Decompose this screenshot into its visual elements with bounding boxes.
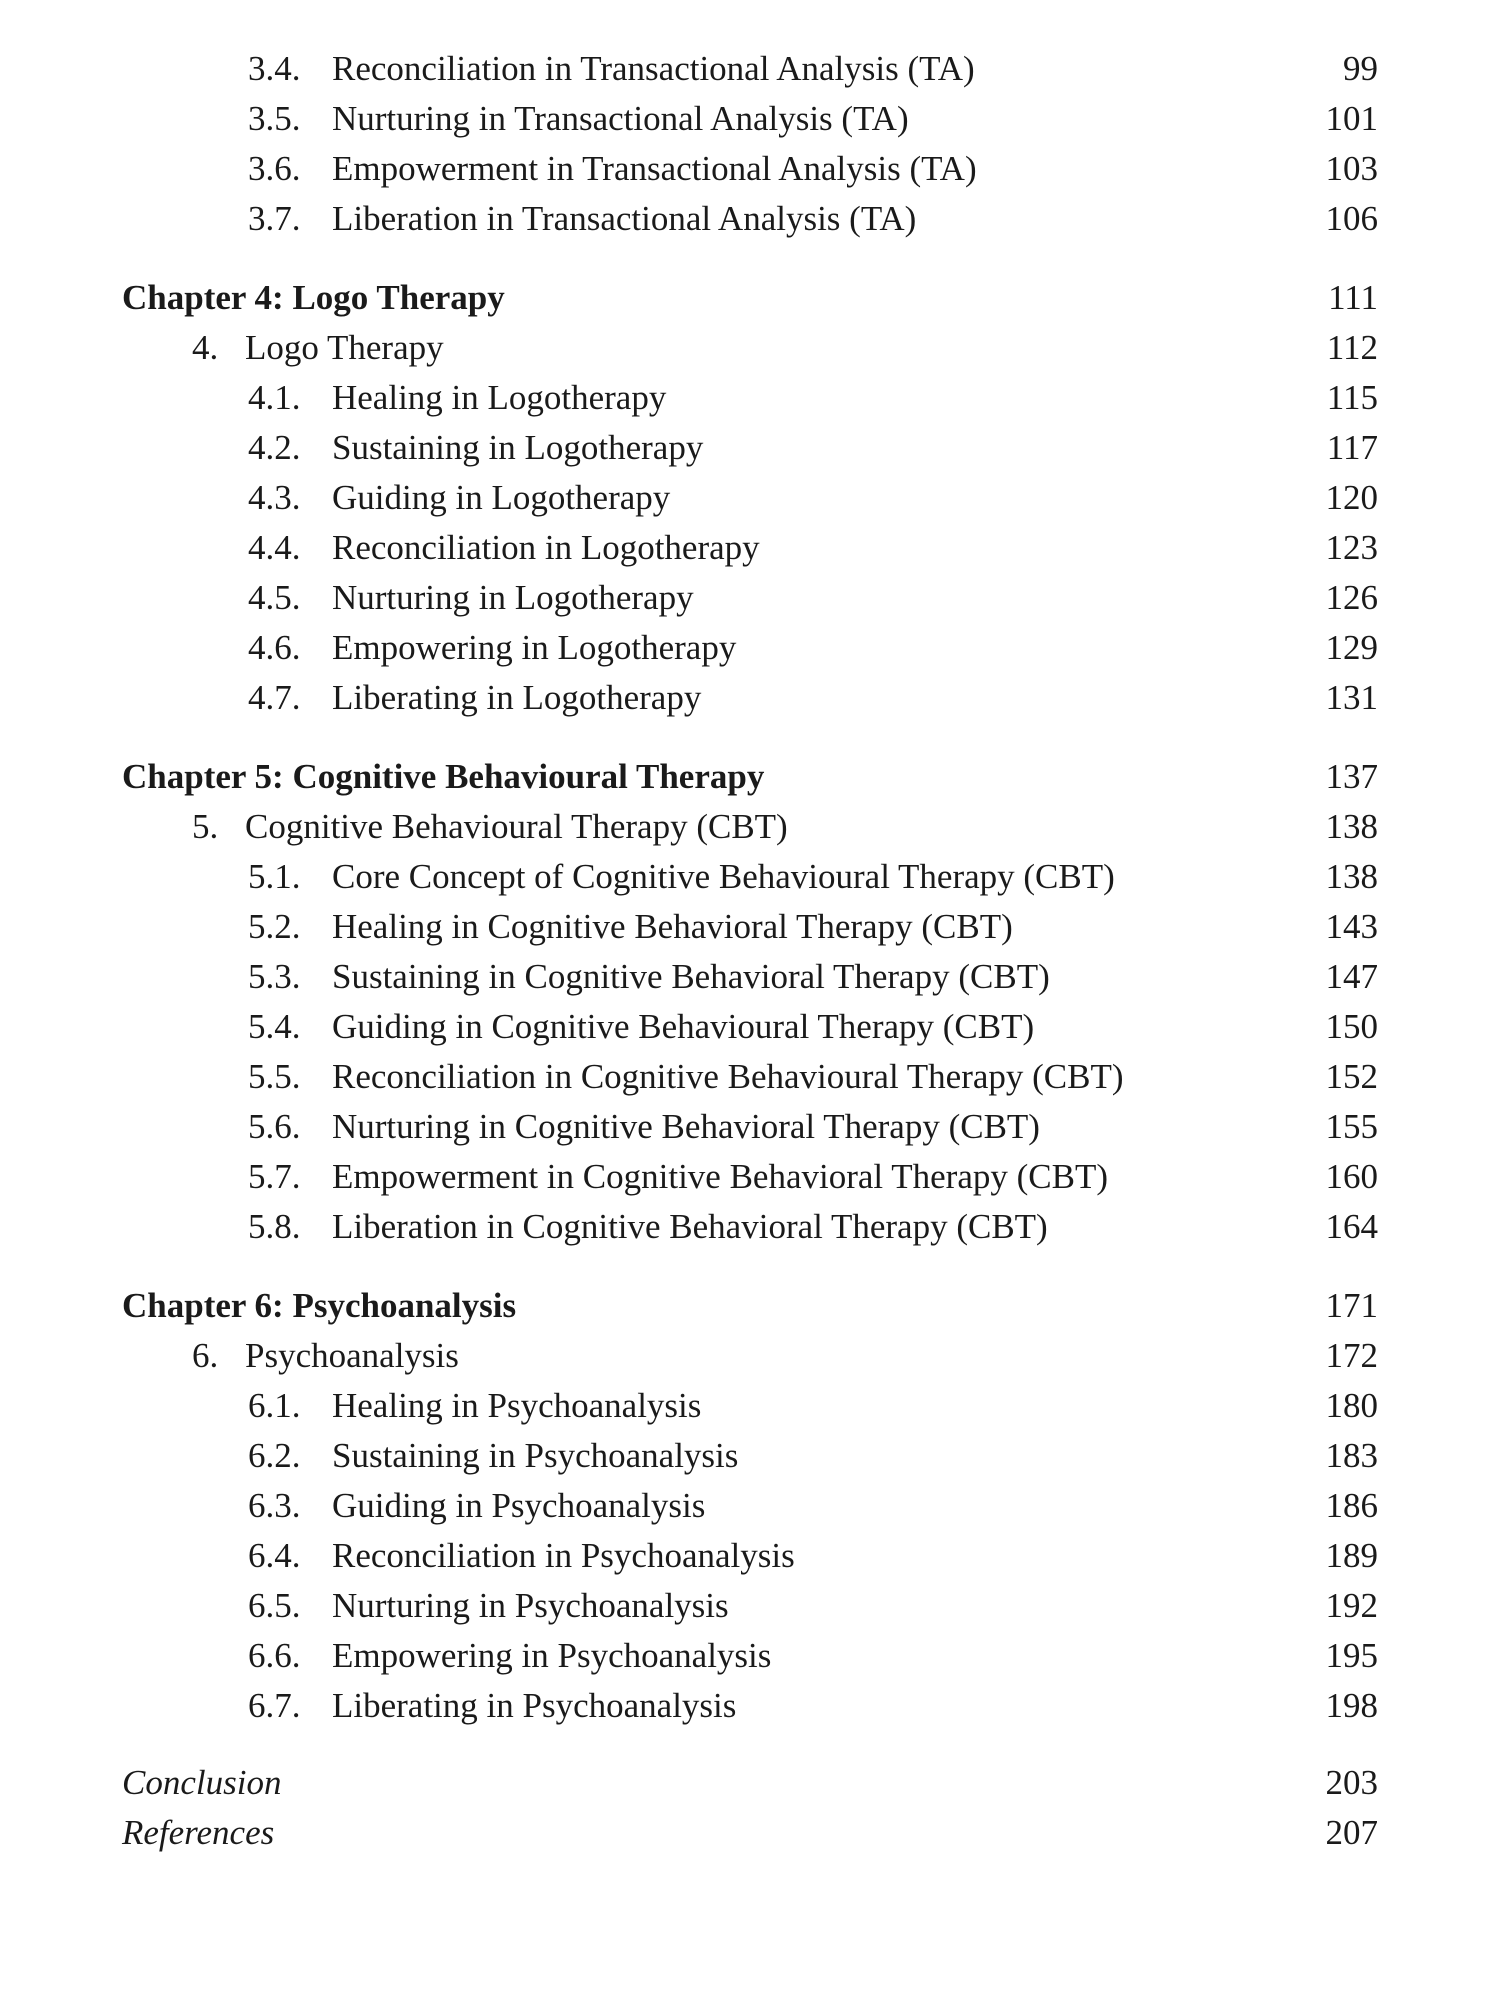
- toc-section-entry[interactable]: [0, 623, 1500, 673]
- section-title: Liberation in Cognitive Behavioral Therapy (CBT): [332, 1207, 1048, 1246]
- section-title: Healing in Cognitive Behavioral Therapy (CBT): [332, 907, 1013, 946]
- section-number: 5.5.: [248, 1057, 301, 1096]
- page-number: 198: [1325, 1686, 1378, 1725]
- page-number: 129: [1325, 628, 1378, 667]
- page-number: 123: [1325, 528, 1378, 567]
- page-number: 180: [1325, 1386, 1378, 1425]
- page-number: 99: [1343, 49, 1378, 88]
- toc-section-entry[interactable]: [0, 1152, 1500, 1202]
- section-number: 3.6.: [248, 149, 301, 188]
- page-number: 126: [1325, 578, 1378, 617]
- section-title: Guiding in Psychoanalysis: [332, 1486, 706, 1525]
- section-number: 6.1.: [248, 1386, 301, 1425]
- toc-section-entry[interactable]: [0, 1052, 1500, 1102]
- section-number: 4.2.: [248, 428, 301, 467]
- page-number: 137: [1325, 757, 1378, 796]
- toc-section-entry[interactable]: [0, 1202, 1500, 1252]
- section-title: Liberation in Transactional Analysis (TA): [332, 199, 917, 238]
- toc-section-entry[interactable]: [0, 373, 1500, 423]
- section-number: 6.7.: [248, 1686, 301, 1725]
- section-title: Reconciliation in Psychoanalysis: [332, 1536, 795, 1575]
- section-title: Nurturing in Psychoanalysis: [332, 1586, 729, 1625]
- page-number: 106: [1325, 199, 1378, 238]
- page-number: 143: [1325, 907, 1378, 946]
- page-number: 111: [1328, 278, 1378, 317]
- toc-section-entry[interactable]: [0, 1002, 1500, 1052]
- page-number: 207: [1325, 1813, 1378, 1852]
- chapter-title: Chapter 6: Psychoanalysis: [122, 1286, 517, 1325]
- page-number: 172: [1325, 1336, 1378, 1375]
- section-number: 4.1.: [248, 378, 301, 417]
- page-number: 203: [1325, 1763, 1378, 1802]
- section-title: Healing in Psychoanalysis: [332, 1386, 702, 1425]
- section-number: 6.2.: [248, 1436, 301, 1475]
- section-number: 5.3.: [248, 957, 301, 996]
- section-title: Nurturing in Cognitive Behavioral Therapy (CBT): [332, 1107, 1040, 1146]
- section-title: Core Concept of Cognitive Behavioural Therapy (CBT): [332, 857, 1115, 896]
- section-title: Reconciliation in Transactional Analysis (TA): [332, 49, 975, 88]
- toc-conclusion[interactable]: [0, 1758, 1500, 1808]
- toc-section-entry[interactable]: [0, 1102, 1500, 1152]
- toc-section-entry[interactable]: [0, 902, 1500, 952]
- item-title: Psychoanalysis: [245, 1336, 459, 1375]
- toc-section-entry[interactable]: [0, 1431, 1500, 1481]
- page-number: 155: [1325, 1107, 1378, 1146]
- page-number: 131: [1325, 678, 1378, 717]
- page-number: 138: [1325, 807, 1378, 846]
- section-number: 5.1.: [248, 857, 301, 896]
- section-number: 5.4.: [248, 1007, 301, 1046]
- section-number: 5.7.: [248, 1157, 301, 1196]
- page-number: 147: [1325, 957, 1378, 996]
- item-title: Logo Therapy: [245, 328, 444, 367]
- page-number: 183: [1325, 1436, 1378, 1475]
- section-number: 4.7.: [248, 678, 301, 717]
- toc-section-entry[interactable]: [0, 1681, 1500, 1731]
- item-number: 6.: [192, 1336, 219, 1375]
- toc-chapter-item[interactable]: [0, 323, 1500, 373]
- section-title: Empowerment in Cognitive Behavioral Therapy (CBT): [332, 1157, 1108, 1196]
- section-number: 5.6.: [248, 1107, 301, 1146]
- page-number: 103: [1325, 149, 1378, 188]
- section-title: Liberating in Logotherapy: [332, 678, 702, 717]
- toc-section-entry[interactable]: [0, 44, 1500, 94]
- toc-section-entry[interactable]: [0, 523, 1500, 573]
- page-number: 112: [1326, 328, 1378, 367]
- toc-section-entry[interactable]: [0, 673, 1500, 723]
- toc-section-entry[interactable]: [0, 852, 1500, 902]
- section-number: 3.5.: [248, 99, 301, 138]
- backmatter-title: References: [122, 1813, 275, 1852]
- toc-chapter-heading[interactable]: [0, 752, 1500, 802]
- toc-section-entry[interactable]: [0, 1381, 1500, 1431]
- page-number: 150: [1325, 1007, 1378, 1046]
- section-number: 4.3.: [248, 478, 301, 517]
- toc-section-entry[interactable]: [0, 423, 1500, 473]
- section-number: 6.4.: [248, 1536, 301, 1575]
- toc-chapter-item[interactable]: [0, 1331, 1500, 1381]
- item-number: 5.: [192, 807, 219, 846]
- toc-references[interactable]: [0, 1808, 1500, 1858]
- section-number: 4.6.: [248, 628, 301, 667]
- page-number: 192: [1325, 1586, 1378, 1625]
- section-title: Nurturing in Logotherapy: [332, 578, 694, 617]
- section-title: Guiding in Logotherapy: [332, 478, 671, 517]
- page-number: 195: [1325, 1636, 1378, 1675]
- toc-section-entry[interactable]: [0, 194, 1500, 244]
- section-number: 3.4.: [248, 49, 301, 88]
- item-title: Cognitive Behavioural Therapy (CBT): [245, 807, 788, 846]
- chapter-title: Chapter 5: Cognitive Behavioural Therapy: [122, 757, 765, 796]
- section-number: 5.8.: [248, 1207, 301, 1246]
- toc-chapter-item[interactable]: [0, 802, 1500, 852]
- section-title: Reconciliation in Cognitive Behavioural Therapy (CBT): [332, 1057, 1124, 1096]
- toc-section-entry[interactable]: [0, 94, 1500, 144]
- page-number: 189: [1325, 1536, 1378, 1575]
- toc-section-entry[interactable]: [0, 1631, 1500, 1681]
- section-title: Sustaining in Logotherapy: [332, 428, 704, 467]
- section-title: Healing in Logotherapy: [332, 378, 667, 417]
- section-number: 4.5.: [248, 578, 301, 617]
- page-number: 101: [1325, 99, 1378, 138]
- page-number: 117: [1326, 428, 1378, 467]
- page-number: 152: [1325, 1057, 1378, 1096]
- toc-section-entry[interactable]: [0, 1531, 1500, 1581]
- toc-section-entry[interactable]: [0, 573, 1500, 623]
- toc-chapter-heading[interactable]: [0, 273, 1500, 323]
- page-number: 160: [1325, 1157, 1378, 1196]
- section-title: Empowering in Logotherapy: [332, 628, 737, 667]
- toc-section-entry[interactable]: [0, 473, 1500, 523]
- section-number: 4.4.: [248, 528, 301, 567]
- toc-section-entry[interactable]: [0, 952, 1500, 1002]
- section-number: 6.6.: [248, 1636, 301, 1675]
- page-number: 120: [1325, 478, 1378, 517]
- section-title: Empowering in Psychoanalysis: [332, 1636, 772, 1675]
- page-number: 164: [1325, 1207, 1378, 1246]
- page-number: 171: [1325, 1286, 1378, 1325]
- section-title: Empowerment in Transactional Analysis (TA): [332, 149, 977, 188]
- chapter-title: Chapter 4: Logo Therapy: [122, 278, 505, 317]
- section-title: Guiding in Cognitive Behavioural Therapy (CBT): [332, 1007, 1035, 1046]
- item-number: 4.: [192, 328, 219, 367]
- page-number: 186: [1325, 1486, 1378, 1525]
- section-title: Liberating in Psychoanalysis: [332, 1686, 737, 1725]
- section-title: Sustaining in Cognitive Behavioral Therapy (CBT): [332, 957, 1050, 996]
- toc-chapter-heading[interactable]: [0, 1281, 1500, 1331]
- toc-section-entry[interactable]: [0, 1581, 1500, 1631]
- page-number: 115: [1326, 378, 1378, 417]
- section-number: 5.2.: [248, 907, 301, 946]
- section-title: Nurturing in Transactional Analysis (TA): [332, 99, 909, 138]
- section-number: 6.5.: [248, 1586, 301, 1625]
- toc-section-entry[interactable]: [0, 1481, 1500, 1531]
- section-title: Sustaining in Psychoanalysis: [332, 1436, 739, 1475]
- section-number: 3.7.: [248, 199, 301, 238]
- backmatter-title: Conclusion: [122, 1763, 282, 1802]
- section-number: 6.3.: [248, 1486, 301, 1525]
- toc-section-entry[interactable]: [0, 144, 1500, 194]
- section-title: Reconciliation in Logotherapy: [332, 528, 760, 567]
- page-number: 138: [1325, 857, 1378, 896]
